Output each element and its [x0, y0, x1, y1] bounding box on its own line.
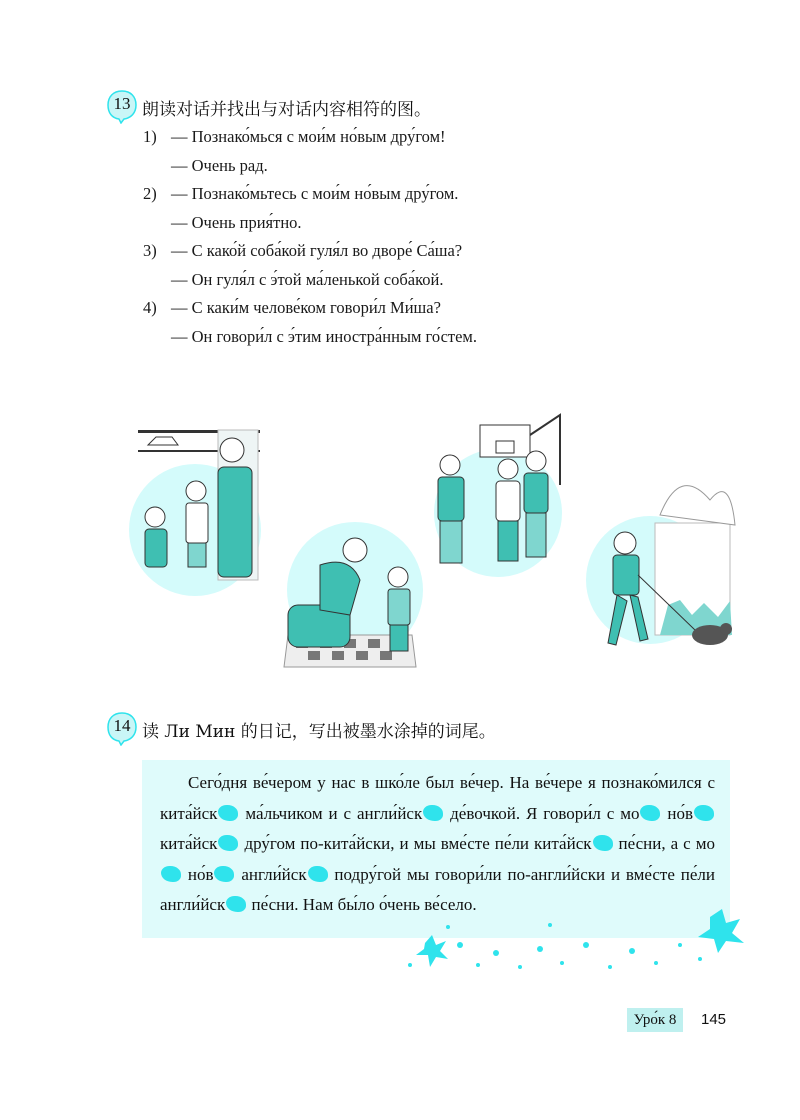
illustration-dog-walk: [586, 486, 735, 645]
diary-segment: де́вочкой. Я говори́л с мо: [444, 803, 640, 823]
dialog-line: — Очень прия́тно.: [171, 212, 302, 232]
dialog-line: — С како́й соба́кой гуля́л во дворе́ Са́ша?: [171, 241, 463, 260]
ink-blot-icon: [218, 805, 238, 821]
dialog-line: — Он гуля́л с э́той ма́ленькой соба́кой.: [171, 269, 444, 289]
dialog-line: — Очень рад.: [171, 155, 268, 175]
diary-segment: англи́йск: [235, 864, 307, 884]
ink-blot-icon: [640, 805, 660, 821]
dialog-list: [143, 123, 703, 351]
diary-segment: Сего́дня ве́чером у нас в шко́ле был ве́чер. На ве́чере я познако́мился с кита́йск: [160, 773, 715, 823]
dialog-number: 4): [143, 298, 157, 317]
ink-blot-icon: [218, 835, 238, 851]
exercise-13-title: 朗读对话并找出与对话内容相符的图。: [142, 100, 431, 120]
exercise-14-title: 读 Ли Мин 的日记，写出被墨水涂掉的词尾。: [142, 722, 496, 742]
dialog-line: — Познако́мьтесь с мои́м но́вым дру́гом.: [171, 184, 459, 203]
exercise-number: 14: [113, 716, 131, 735]
dialog-line: — Познако́мься с мои́м но́вым дру́гом!: [171, 127, 446, 146]
diary-segment: дру́гом по-кита́йски, и мы вме́сте пе́ли кита́йск: [239, 834, 592, 853]
dialog-item: [143, 180, 703, 237]
illustration-handshake: [434, 415, 562, 577]
lesson-label: Уро́к 8: [627, 1008, 683, 1032]
dialog-line: — С каки́м челове́ком говори́л Ми́ша?: [171, 298, 441, 317]
dialog-number: 1): [143, 127, 157, 146]
page-number: 145: [701, 1011, 727, 1028]
dialog-item: [143, 237, 703, 294]
illustration-guest: [284, 522, 423, 667]
dialog-number: 2): [143, 184, 157, 203]
ink-blot-icon: [226, 896, 246, 912]
ink-blot-icon: [694, 805, 714, 821]
diary-segment: но́в: [661, 803, 694, 823]
dialog-item: [143, 123, 703, 180]
ink-blot-icon: [308, 866, 328, 882]
illustration-introduction: [129, 430, 261, 596]
exercise-14-badge: [107, 712, 137, 742]
diary-segment: пе́сни. Нам бы́ло о́чень ве́село.: [247, 895, 477, 914]
diary-segment: ма́льчиком и с англи́йск: [239, 803, 423, 823]
diary-segment: пе́сни, а с мо: [613, 834, 715, 853]
exercise-number: 13: [113, 94, 131, 113]
diary-segment: но́в: [182, 864, 214, 884]
dialog-number: 3): [143, 241, 157, 260]
illustrations: [120, 405, 740, 675]
ink-blot-icon: [593, 835, 613, 851]
diary-segment: подру́гой мы говори́ли по-англи́йски и вме́сте пе́ли англи́йск: [160, 864, 715, 914]
dialog-item: [143, 294, 703, 351]
ink-blot-icon: [214, 866, 234, 882]
diary-segment: кита́йск: [160, 834, 218, 853]
ink-blot-icon: [161, 866, 181, 882]
dialog-line: — Он говори́л с э́тим иностра́нным го́стем.: [171, 326, 477, 346]
exercise-13-badge: [107, 90, 137, 120]
diary-text: [160, 768, 715, 921]
ink-blot-icon: [423, 805, 443, 821]
ink-splatter-icon: [400, 905, 760, 985]
